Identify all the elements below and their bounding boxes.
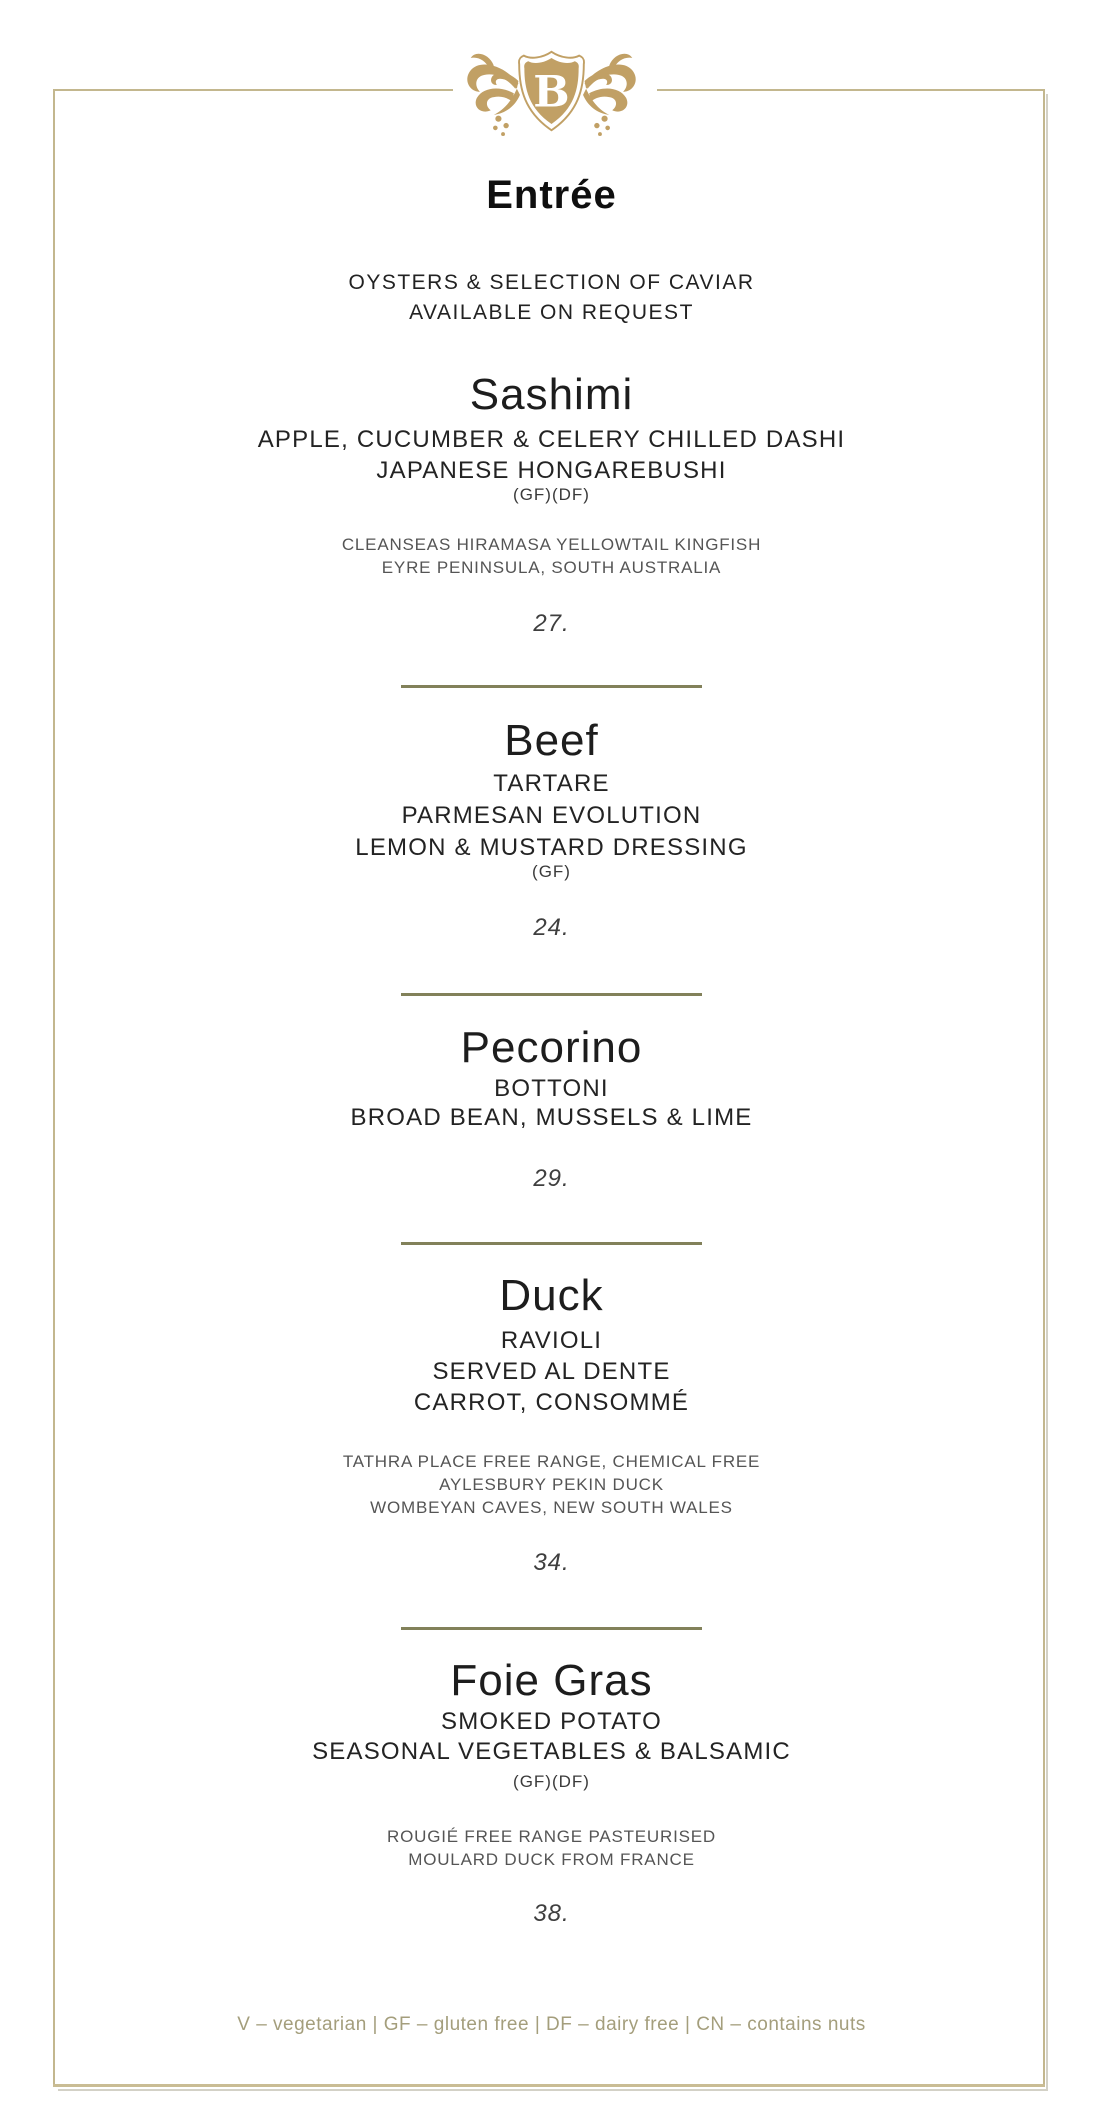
frame-top-right-line [657, 89, 1045, 91]
provenance-line: ROUGIÉ FREE RANGE PASTEURISED [387, 1827, 716, 1846]
dish-description-duck [0, 1325, 1103, 1418]
provenance-sashimi [0, 533, 1103, 579]
dish-line: SMOKED POTATO [441, 1708, 662, 1735]
dietary-tags-sashimi: (GF)(DF) [513, 485, 590, 504]
dish-description-pecorino [0, 1074, 1103, 1132]
price-foie-gras: 38. [533, 1900, 570, 1927]
dish-line: BROAD BEAN, MUSSELS & LIME [350, 1104, 753, 1131]
provenance-line: MOULARD DUCK FROM FRANCE [408, 1850, 695, 1869]
dish-name-duck: Duck [499, 1271, 604, 1320]
dish-line: PARMESAN EVOLUTION [401, 802, 702, 829]
dish-line: CARROT, CONSOMMÉ [413, 1389, 690, 1416]
dish-line: TARTARE [493, 770, 610, 797]
section-divider [401, 685, 702, 688]
provenance-foie-gras [0, 1825, 1103, 1871]
dish-description-foie-gras [0, 1707, 1103, 1767]
frame-shadow-bottom [58, 2089, 1048, 2091]
provenance-line: AYLESBURY PEKIN DUCK [439, 1475, 664, 1494]
shield-icon [519, 52, 584, 130]
dish-name-beef: Beef [504, 716, 599, 765]
flourish-right-icon [583, 54, 636, 136]
brand-logo [463, 41, 640, 141]
dish-name-foie-gras: Foie Gras [450, 1656, 653, 1705]
dish-description-beef [0, 768, 1103, 864]
section-divider [401, 1242, 702, 1245]
provenance-duck [0, 1450, 1103, 1519]
header-note [0, 268, 1103, 328]
frame-top-left-line [53, 89, 453, 91]
flourish-left-icon [467, 54, 520, 136]
price-sashimi: 27. [533, 610, 570, 637]
dish-line: APPLE, CUCUMBER & CELERY CHILLED DASHI [257, 426, 846, 453]
section-divider [401, 993, 702, 996]
page-title: Entrée [486, 173, 617, 217]
header-note-line: AVAILABLE ON REQUEST [409, 301, 694, 324]
dietary-tags-foie-gras: (GF)(DF) [513, 1772, 590, 1791]
dietary-tags-beef: (GF) [532, 862, 571, 881]
dish-line: BOTTONI [494, 1075, 609, 1102]
dish-name-pecorino: Pecorino [460, 1023, 643, 1072]
provenance-line: WOMBEYAN CAVES, NEW SOUTH WALES [370, 1498, 733, 1517]
provenance-line: EYRE PENINSULA, SOUTH AUSTRALIA [381, 558, 722, 577]
dish-line: SEASONAL VEGETABLES & BALSAMIC [312, 1738, 791, 1765]
brand-letter: B [533, 67, 570, 118]
dish-line: RAVIOLI [500, 1327, 603, 1354]
dietary-legend: V – vegetarian | GF – gluten free | DF – dairy free | CN – contains nuts [237, 2014, 866, 2035]
dish-line: LEMON & MUSTARD DRESSING [355, 834, 748, 861]
frame-bottom-line [53, 2084, 1045, 2087]
dish-line: SERVED AL DENTE [432, 1358, 671, 1385]
dish-name-sashimi: Sashimi [469, 370, 634, 419]
section-divider [401, 1627, 702, 1630]
provenance-line: TATHRA PLACE FREE RANGE, CHEMICAL FREE [342, 1452, 761, 1471]
dish-line: JAPANESE HONGAREBUSHI [376, 457, 727, 484]
price-beef: 24. [533, 914, 570, 941]
header-note-line: OYSTERS & SELECTION OF CAVIAR [348, 271, 755, 294]
provenance-line: CLEANSEAS HIRAMASA YELLOWTAIL KINGFISH [341, 535, 762, 554]
price-duck: 34. [533, 1549, 570, 1576]
dish-description-sashimi [0, 424, 1103, 486]
price-pecorino: 29. [533, 1165, 570, 1192]
